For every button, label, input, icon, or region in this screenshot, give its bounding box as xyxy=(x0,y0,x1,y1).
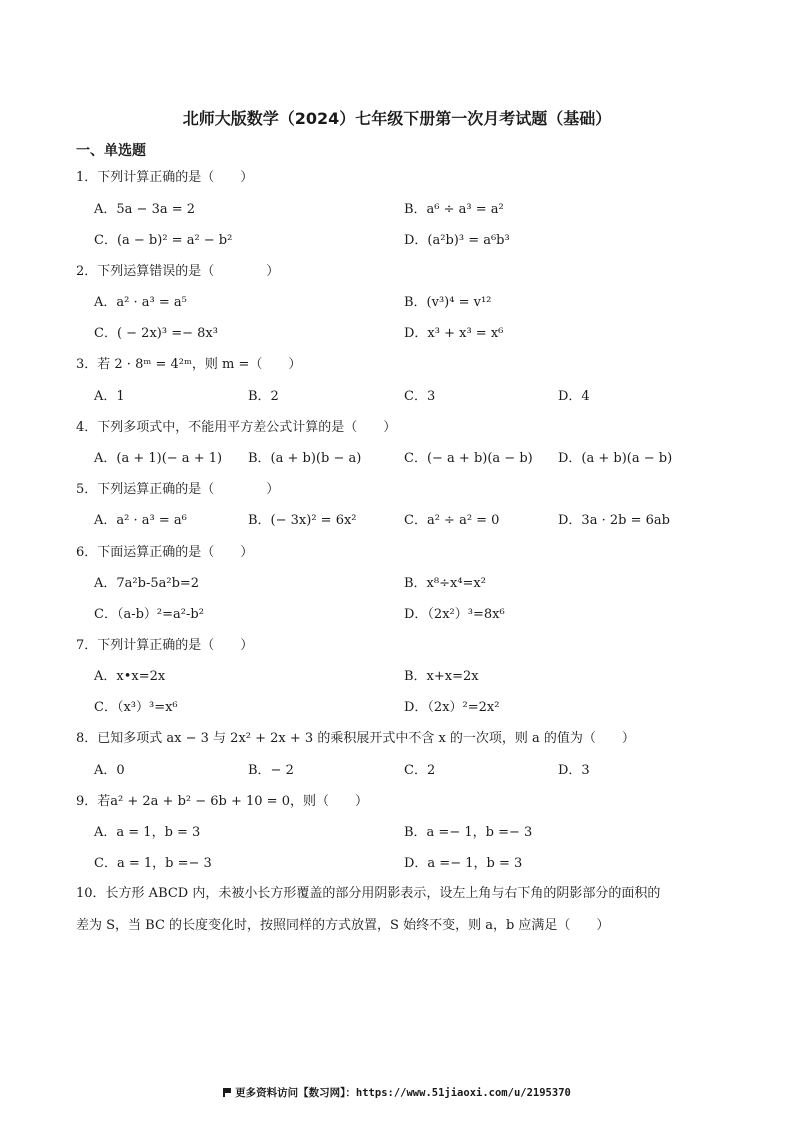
q2-option-a[interactable]: A．a² · a³ = a⁵ xyxy=(94,295,187,310)
section-heading: 一、单选题 xyxy=(76,143,146,159)
footer-link[interactable] xyxy=(0,1085,794,1100)
q6-option-a[interactable]: A．7a²b-5a²b=2 xyxy=(94,576,200,591)
q5-option-a[interactable]: A．a² · a³ = a⁶ xyxy=(94,513,187,528)
q4-option-d[interactable]: D．(a + b)(a − b) xyxy=(558,451,673,466)
q7-option-d[interactable]: D．（2x）²=2x² xyxy=(404,700,500,715)
q4-option-a[interactable]: A．(a + 1)(− a + 1) xyxy=(94,451,223,466)
q9-option-d[interactable]: D．a =− 1，b = 3 xyxy=(404,856,523,871)
question-7: 7．下列计算正确的是（ ） xyxy=(76,638,254,653)
question-10-line-2: 差为 S，当 BC 的长度变化时，按照同样的方式放置，S 始终不变，则 a，b 应满足（ ） xyxy=(76,918,610,933)
q3-option-d[interactable]: D．4 xyxy=(558,389,590,404)
question-8: 8．已知多项式 ax − 3 与 2x² + 2x + 3 的乘积展开式中不含 x 的一次项，则 a 的值为（ ） xyxy=(76,731,635,746)
q5-option-c[interactable]: C．a² ÷ a² = 0 xyxy=(404,513,500,528)
flag-icon xyxy=(223,1088,231,1097)
page-title: 北师大版数学（2024）七年级下册第一次月考试题（基础） xyxy=(182,109,612,128)
q8-option-c[interactable]: C．2 xyxy=(404,763,436,778)
q1-option-c[interactable]: C．(a − b)² = a² − b² xyxy=(94,233,233,248)
q8-option-b[interactable]: B．− 2 xyxy=(248,763,294,778)
q1-option-d[interactable]: D．(a²b)³ = a⁶b³ xyxy=(404,233,510,248)
q6-option-c[interactable]: C．（a-b）²=a²-b² xyxy=(94,607,204,622)
question-5: 5．下列运算正确的是（ ） xyxy=(76,482,280,497)
q2-option-c[interactable]: C．( − 2x)³ =− 8x³ xyxy=(94,326,218,341)
q2-option-d[interactable]: D．x³ + x³ = x⁶ xyxy=(404,326,504,341)
q9-option-b[interactable]: B．a =− 1，b =− 3 xyxy=(404,825,533,840)
q3-option-a[interactable]: A．1 xyxy=(94,389,125,404)
q7-option-b[interactable]: B．x+x=2x xyxy=(404,669,479,684)
q7-option-a[interactable]: A．x•x=2x xyxy=(94,669,166,684)
question-1: 1．下列计算正确的是（ ） xyxy=(76,170,254,185)
q9-option-c[interactable]: C．a = 1，b =− 3 xyxy=(94,856,212,871)
question-6: 6．下面运算正确的是（ ） xyxy=(76,545,254,560)
q2-option-b[interactable]: B．(v³)⁴ = v¹² xyxy=(404,295,492,310)
q3-option-c[interactable]: C．3 xyxy=(404,389,436,404)
footer-text: 更多资料访问【数习网】：https://www.51jiaoxi.com/u/2195370 xyxy=(235,1087,571,1099)
q7-option-c[interactable]: C．（x³）³=x⁶ xyxy=(94,700,178,715)
question-2: 2．下列运算错误的是（ ） xyxy=(76,264,280,279)
q6-option-d[interactable]: D．（2x²）³=8x⁶ xyxy=(404,607,505,622)
q8-option-d[interactable]: D．3 xyxy=(558,763,590,778)
q8-option-a[interactable]: A．0 xyxy=(94,763,125,778)
q1-option-b[interactable]: B．a⁶ ÷ a³ = a² xyxy=(404,202,504,217)
q1-option-a[interactable]: A．5a − 3a = 2 xyxy=(94,202,196,217)
q6-option-b[interactable]: B．x⁸÷x⁴=x² xyxy=(404,576,486,591)
q4-option-c[interactable]: C．(− a + b)(a − b) xyxy=(404,451,533,466)
question-4: 4．下列多项式中，不能用平方差公式计算的是（ ） xyxy=(76,420,397,435)
question-10-line-1: 10．长方形 ABCD 内，未被小长方形覆盖的部分用阴影表示，设左上角与右下角的阴影部分的面积的 xyxy=(76,886,661,901)
q3-option-b[interactable]: B．2 xyxy=(248,389,279,404)
q5-option-b[interactable]: B．(− 3x)² = 6x² xyxy=(248,513,357,528)
q5-option-d[interactable]: D．3a · 2b = 6ab xyxy=(558,513,670,528)
q4-option-b[interactable]: B．(a + b)(b − a) xyxy=(248,451,362,466)
question-3: 3．若 2 · 8ᵐ = 4²ᵐ，则 m =（ ） xyxy=(76,357,302,372)
q9-option-a[interactable]: A．a = 1，b = 3 xyxy=(94,825,201,840)
question-9: 9．若a² + 2a + b² − 6b + 10 = 0，则（ ） xyxy=(76,794,368,809)
